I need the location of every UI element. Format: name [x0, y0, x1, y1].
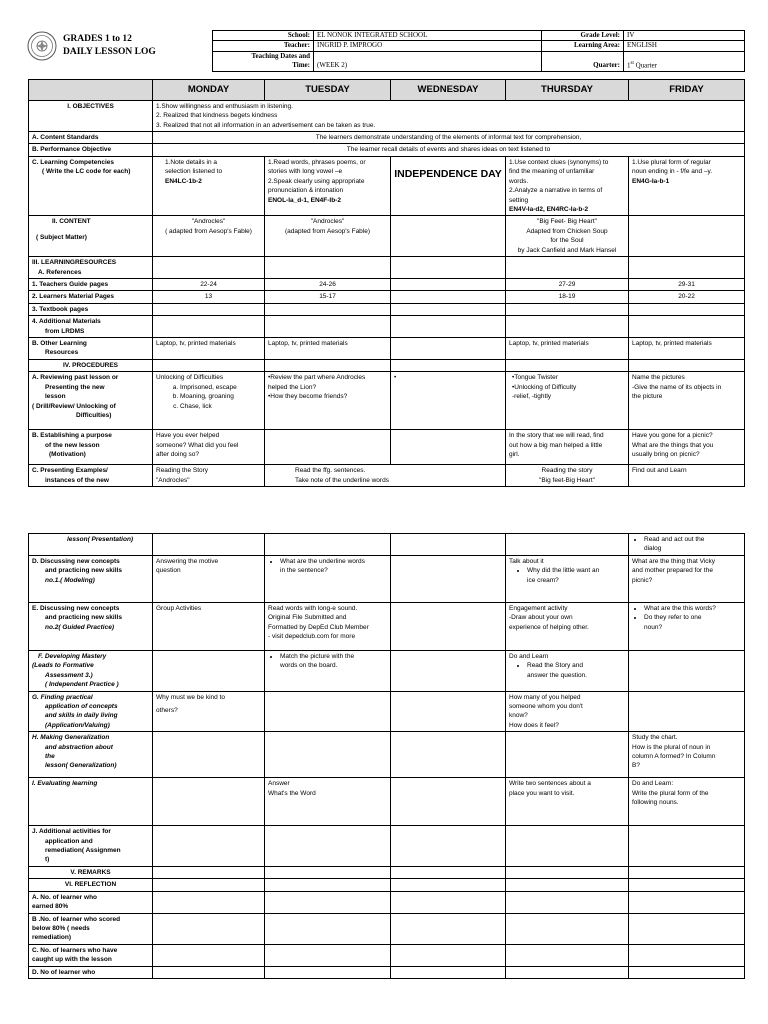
- content-mon: "Androcles" ( adapted from Aesop's Fable): [153, 216, 265, 257]
- header-info-table: [212, 30, 745, 72]
- other-thu: Laptop, tv, printed materials: [506, 338, 629, 360]
- remarks-wed: [391, 866, 506, 878]
- corner-cell: [29, 80, 153, 101]
- modeling-tue: • What are the underline words in the sentence?: [265, 555, 391, 602]
- remarks-label: V. REMARKS: [29, 866, 153, 878]
- review-label: A. Reviewing past lesson or Presenting the new lesson ( Drill/Review/ Unlocking of Difficulties): [29, 372, 153, 430]
- review-thu: •Tongue Twister •Unlocking of Difficulty -relief, -tightly: [506, 372, 629, 430]
- presenting-fri: Find out and Learn: [629, 465, 745, 487]
- purpose-mon: Have you ever helped someone? What did you feel after doing so?: [153, 430, 265, 465]
- content-label: II. CONTENT ( Subject Matter): [29, 216, 153, 257]
- modeling-label: D. Discussing new concepts and practicing new skills no.1.( Modeling): [29, 555, 153, 602]
- reflection-fri: [629, 879, 745, 891]
- performance-objective-label: B. Performance Objective: [29, 144, 153, 156]
- ref-b-mon: [153, 913, 265, 944]
- reflection-mon: [153, 879, 265, 891]
- tg-thu: 27-29: [506, 278, 629, 290]
- application-tue: [265, 691, 391, 732]
- content-thu: "Big Feet- Big Heart" Adapted from Chicken Soup for the Soul by Jack Canfield and Mark Hansel: [506, 216, 629, 257]
- remarks-fri: [629, 866, 745, 878]
- mastery-fri: [629, 650, 745, 691]
- presenting-mon: Reading the Story "Androcles": [153, 465, 265, 487]
- additional-activities-label: J. Additional activities for application and remediation( Assignmen t): [29, 826, 153, 867]
- ref-c-wed: [391, 944, 506, 966]
- proc-tue: [265, 359, 391, 371]
- reflection-thu: [506, 879, 629, 891]
- additional-tue: [265, 826, 391, 867]
- review-tue: •Review the part where Androcles helped the Lion? •How they become friends?: [265, 372, 391, 430]
- proc-wed: [391, 359, 506, 371]
- ref-b-fri: [629, 913, 745, 944]
- application-fri: [629, 691, 745, 732]
- lm-thu: 18-19: [506, 291, 629, 303]
- quarter-value: 1st Quarter: [624, 51, 745, 71]
- ref-d-tue: [265, 966, 391, 978]
- purpose-thu: In the story that we will read, find out how a big man helped a little girl.: [506, 430, 629, 465]
- application-thu: How many of you helped someone whom you don't know? How does it feel?: [506, 691, 629, 732]
- mastery-tue: • Match the picture with the words on the board.: [265, 650, 391, 691]
- presenting-thu: Reading the story "Big feet-Big Heart": [506, 465, 629, 487]
- remarks-tue: [265, 866, 391, 878]
- proc-thu: [506, 359, 629, 371]
- application-wed: [391, 691, 506, 732]
- procedures-label: IV. PROCEDURES: [29, 359, 153, 371]
- evaluating-wed: [391, 778, 506, 826]
- lrdms-tue: [265, 316, 391, 338]
- generalization-thu: [506, 732, 629, 778]
- modeling-mon: Answering the motive question: [153, 555, 265, 602]
- tg-fri: 29-31: [629, 278, 745, 290]
- generalization-mon: [153, 732, 265, 778]
- grade-label: Grade Level:: [542, 31, 624, 41]
- content-fri: [629, 216, 745, 257]
- lm-fri: 20-22: [629, 291, 745, 303]
- ref-d-fri: [629, 966, 745, 978]
- objectives-label: I. OBJECTIVES: [29, 100, 153, 131]
- quarter-label: Quarter:: [542, 51, 624, 71]
- evaluating-fri: Do and Learn: Write the plural form of the following nouns.: [629, 778, 745, 826]
- resources-label: III. LEARNINGRESOURCES A. References: [29, 257, 153, 279]
- additional-mon: [153, 826, 265, 867]
- lrdms-thu: [506, 316, 629, 338]
- content-tue: "Androcles" (adapted from Aesop's Fable): [265, 216, 391, 257]
- lesson-log-table-page2: [28, 533, 745, 979]
- tb-mon: [153, 303, 265, 315]
- performance-objective-text: The learner recall details of events and shares ideas on text listened to: [153, 144, 745, 156]
- competencies-mon: 1.Note details in a selection listened to EN4LC-1b-2: [153, 156, 265, 216]
- ref-a-fri: [629, 891, 745, 913]
- objectives-text: 1.Show willingness and enthusiasm in listening. 2. Realized that kindness begets kindness 3. Realized that not all information in an advertisement can be taken as true.: [153, 100, 745, 131]
- generalization-wed: [391, 732, 506, 778]
- evaluating-label: I. Evaluating learning: [29, 778, 153, 826]
- school-label: School:: [213, 31, 314, 41]
- application-label: G. Finding practical application of concepts and skills in daily living (Application/Valuing): [29, 691, 153, 732]
- resources-thu: [506, 257, 629, 279]
- ref-a-tue: [265, 891, 391, 913]
- tb-wed: [391, 303, 506, 315]
- ref-a-thu: [506, 891, 629, 913]
- remarks-thu: [506, 866, 629, 878]
- competencies-thu: 1.Use context clues (synonyms) to find the meaning of unfamiliar words. 2.Analyze a narrative in terms of setting EN4V-Ia-d2, EN4RC-Ia-b-2: [506, 156, 629, 216]
- tg-tue: 24-26: [265, 278, 391, 290]
- guided-practice-label: E. Discussing new concepts and practicing new skills no.2( Guided Practice): [29, 602, 153, 650]
- tb-fri: [629, 303, 745, 315]
- other-wed: [391, 338, 506, 360]
- independence-day-label: INDEPENDENCE DAY: [391, 156, 506, 216]
- mastery-mon: [153, 650, 265, 691]
- ref-c-thu: [506, 944, 629, 966]
- reflection-b-label: B .No. of learner who scored below 80% ( needs remediation): [29, 913, 153, 944]
- review-fri: Name the pictures -Give the name of its objects in the picture: [629, 372, 745, 430]
- other-fri: Laptop, tv, printed materials: [629, 338, 745, 360]
- day-tuesday: TUESDAY: [265, 80, 391, 101]
- purpose-fri: Have you gone for a picnic? What are the things that you usually bring on picnic?: [629, 430, 745, 465]
- reflection-wed: [391, 879, 506, 891]
- day-monday: MONDAY: [153, 80, 265, 101]
- other-resources-label: B. Other Learning Resources: [29, 338, 153, 360]
- area-value: ENGLISH: [624, 41, 745, 51]
- purpose-tue: [265, 430, 391, 465]
- pres2-mon: [153, 534, 265, 556]
- purpose-wed: [391, 430, 506, 465]
- presentation-label-cont: lesson( Presentation): [29, 534, 153, 556]
- tg-mon: 22-24: [153, 278, 265, 290]
- competencies-tue: 1.Read words, phrases poems, or stories with long vowel –e 2.Speak clearly using appropriate pronunciation & intonation ENOL-Ia_d-1, EN4F-Ib-2: [265, 156, 391, 216]
- day-thursday: THURSDAY: [506, 80, 629, 101]
- guided-mon: Group Activities: [153, 602, 265, 650]
- lrdms-wed: [391, 316, 506, 338]
- ref-b-tue: [265, 913, 391, 944]
- lesson-log-table-page1: [28, 79, 745, 487]
- generalization-fri: Study the chart. How is the plural of noun in column A formed? In Column B?: [629, 732, 745, 778]
- resources-mon: [153, 257, 265, 279]
- guided-fri: • What are the this words? • Do they refer to one noun?: [629, 602, 745, 650]
- tg-pages-label: 1. Teachers Guide pages: [29, 278, 153, 290]
- other-mon: Laptop, tv, printed materials: [153, 338, 265, 360]
- ref-c-tue: [265, 944, 391, 966]
- review-wed: •: [391, 372, 506, 430]
- lrdms-mon: [153, 316, 265, 338]
- mastery-label: F. Developing Mastery (Leads to Formative Assessment 3.) ( Independent Practice ): [29, 650, 153, 691]
- competencies-label: C. Learning Competencies ( Write the LC code for each): [29, 156, 153, 216]
- content-wed: [391, 216, 506, 257]
- day-friday: FRIDAY: [629, 80, 745, 101]
- ref-b-wed: [391, 913, 506, 944]
- ref-d-wed: [391, 966, 506, 978]
- textbook-pages-label: 3. Textbook pages: [29, 303, 153, 315]
- proc-mon: [153, 359, 265, 371]
- lrdms-label: 4. Additional Materials from LRDMS: [29, 316, 153, 338]
- evaluating-mon: [153, 778, 265, 826]
- content-standards-text: The learners demonstrate understanding of the elements of informal text for comprehension,: [153, 132, 745, 144]
- ref-b-thu: [506, 913, 629, 944]
- teacher-value: INGRID P. IMPROGO: [314, 41, 542, 51]
- area-label: Learning Area:: [542, 41, 624, 51]
- modeling-thu: Talk about it • Why did the little want an ice cream?: [506, 555, 629, 602]
- guided-thu: Engagement activity -Draw about your own experience of helping other.: [506, 602, 629, 650]
- additional-wed: [391, 826, 506, 867]
- lrdms-fri: [629, 316, 745, 338]
- modeling-fri: What are the thing that Vicky and mother prepared for the picnic?: [629, 555, 745, 602]
- ref-c-mon: [153, 944, 265, 966]
- reflection-d-label: D. No of learner who: [29, 966, 153, 978]
- presenting-fri-cont: • Read and act out the dialog: [629, 534, 745, 556]
- ref-a-wed: [391, 891, 506, 913]
- pres2-wed: [391, 534, 506, 556]
- generalization-label: H. Making Generalization and abstraction about the lesson( Generalization): [29, 732, 153, 778]
- pres2-tue: [265, 534, 391, 556]
- lm-wed: [391, 291, 506, 303]
- mastery-wed: [391, 650, 506, 691]
- content-standards-label: A. Content Standards: [29, 132, 153, 144]
- resources-fri: [629, 257, 745, 279]
- evaluating-tue: Answer What's the Word: [265, 778, 391, 826]
- resources-wed: [391, 257, 506, 279]
- lm-mon: 13: [153, 291, 265, 303]
- guided-tue: Read words with long-e sound. Original File Submitted and Formatted by DepEd Club Member - visit depedclub.com for more: [265, 602, 391, 650]
- day-wednesday: WEDNESDAY: [391, 80, 506, 101]
- modeling-wed: [391, 555, 506, 602]
- dates-label: Teaching Dates and Time:: [213, 51, 314, 71]
- evaluating-thu: Write two sentences about a place you want to visit.: [506, 778, 629, 826]
- presenting-tue: Read the ffg. sentences. Take note of the underline words: [265, 465, 506, 487]
- grade-value: IV: [624, 31, 745, 41]
- tb-tue: [265, 303, 391, 315]
- review-mon: Unlocking of Difficulties a. Imprisoned, escape b. Moaning, groaning c. Chase, lick: [153, 372, 265, 430]
- guided-wed: [391, 602, 506, 650]
- reflection-label: VI. REFLECTION: [29, 879, 153, 891]
- presenting-label: C. Presenting Examples/ instances of the new: [29, 465, 153, 487]
- generalization-tue: [265, 732, 391, 778]
- school-value: EL NONOK INTEGRATED SCHOOL: [314, 31, 542, 41]
- mastery-thu: Do and Learn • Read the Story and answer the question.: [506, 650, 629, 691]
- deped-seal-icon: [27, 31, 57, 61]
- ref-c-fri: [629, 944, 745, 966]
- application-mon: Why must we be kind to others?: [153, 691, 265, 732]
- remarks-mon: [153, 866, 265, 878]
- additional-fri: [629, 826, 745, 867]
- other-tue: Laptop, tv, printed materials: [265, 338, 391, 360]
- tb-thu: [506, 303, 629, 315]
- lm-pages-label: 2. Learners Material Pages: [29, 291, 153, 303]
- resources-tue: [265, 257, 391, 279]
- reflection-c-label: C. No. of learners who have caught up with the lesson: [29, 944, 153, 966]
- lm-tue: 15-17: [265, 291, 391, 303]
- teacher-label: Teacher:: [213, 41, 314, 51]
- tg-wed: [391, 278, 506, 290]
- proc-fri: [629, 359, 745, 371]
- competencies-fri: 1.Use plural form of regular noun ending in - f/fe and –y. EN4G-Ia-b-1: [629, 156, 745, 216]
- purpose-label: B. Establishing a purpose of the new lesson (Motivation): [29, 430, 153, 465]
- ref-d-thu: [506, 966, 629, 978]
- form-title-dll: DAILY LESSON LOG: [63, 47, 156, 57]
- ref-a-mon: [153, 891, 265, 913]
- dates-value: (WEEK 2): [314, 51, 542, 71]
- reflection-a-label: A. No. of learner who earned 80%: [29, 891, 153, 913]
- pres2-thu: [506, 534, 629, 556]
- reflection-tue: [265, 879, 391, 891]
- form-title-grades: GRADES 1 to 12: [63, 34, 132, 44]
- additional-thu: [506, 826, 629, 867]
- ref-d-mon: [153, 966, 265, 978]
